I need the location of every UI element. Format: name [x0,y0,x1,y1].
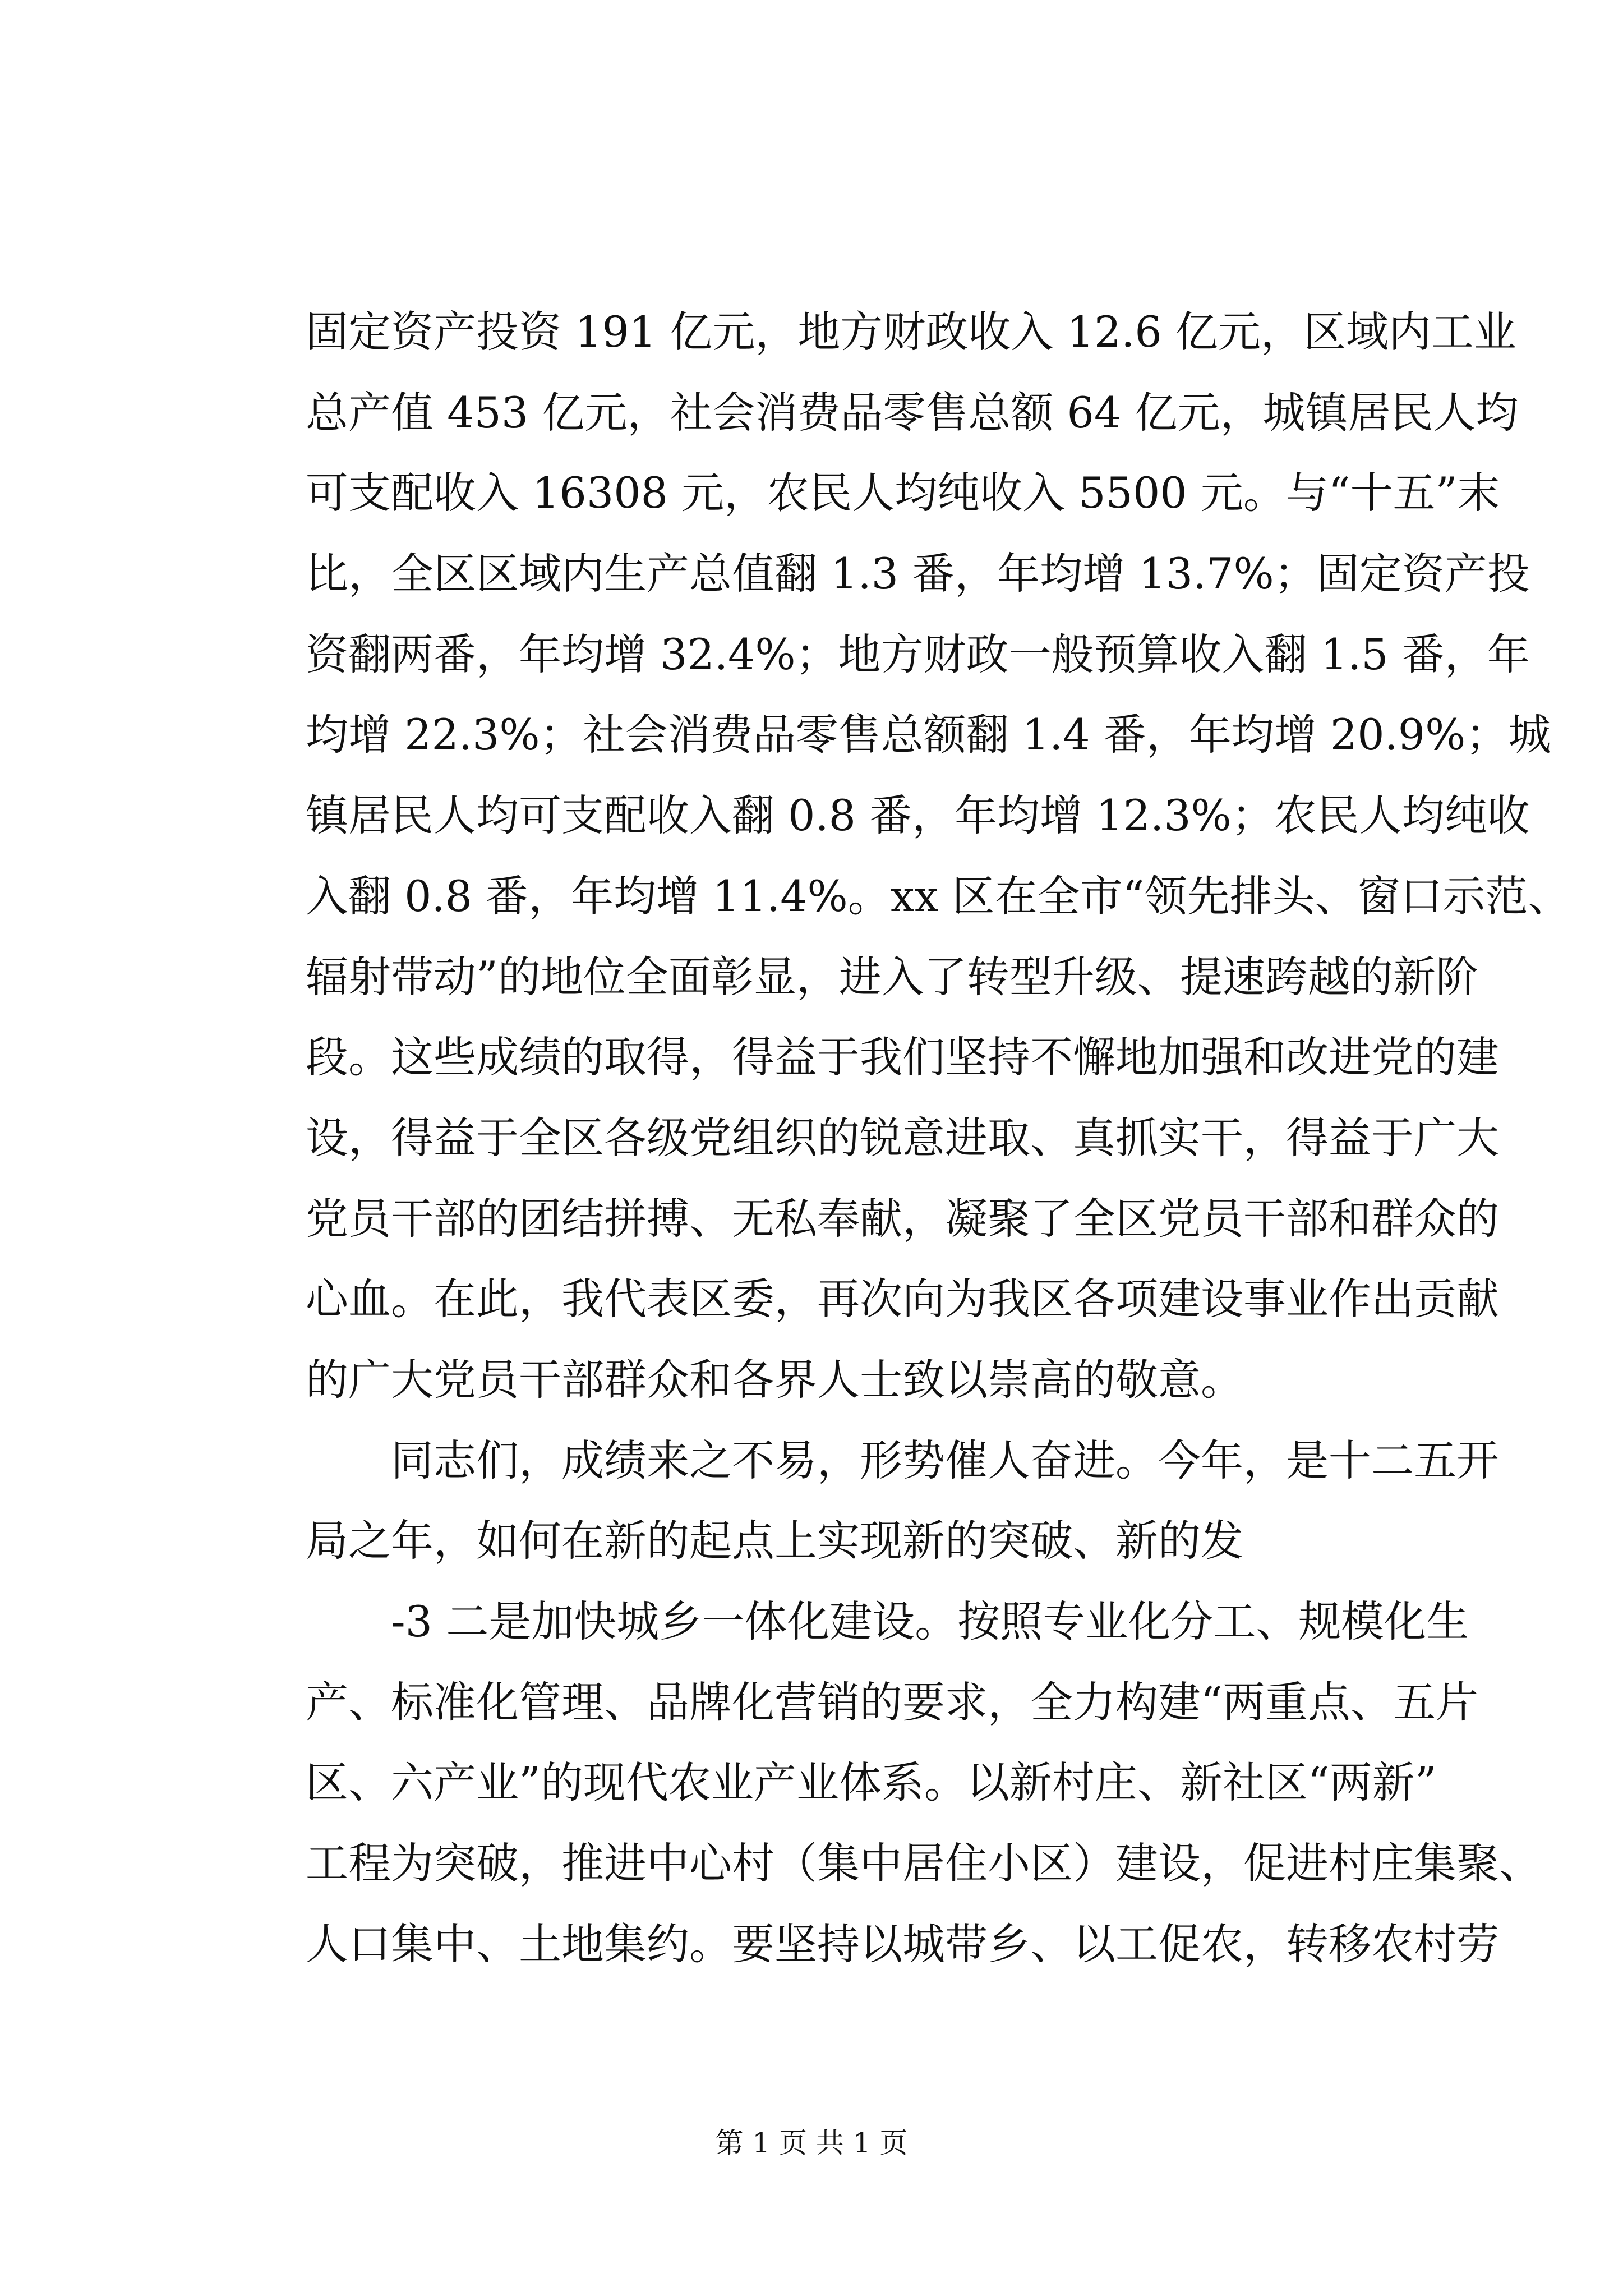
paragraph-comrades [306,1420,1499,1581]
text-line: 人口集中、土地集约。要坚持以城带乡、以工促农，转移农村劳 [306,1918,1499,1969]
text-line: 区、六产业”的现代农业产业体系。以新村庄、新社区“两新” [306,1757,1437,1808]
text-line: 总产值 453 亿元，社会消费品零售总额 64 亿元，城镇居民人均 [306,387,1519,438]
paragraph-urban-rural [306,1581,1542,1984]
text-line: 辐射带动”的地位全面彰显，进入了转型升级、提速跨越的新阶 [306,951,1478,1002]
text-line: 产、标准化管理、品牌化营销的要求，全力构建“两重点、五片 [306,1677,1478,1727]
text-line: -3 二是加快城乡一体化建设。按照专业化分工、规模化生 [391,1596,1469,1646]
text-line: 的广大党员干部群众和各界人士致以崇高的敬意。 [306,1354,1243,1405]
document-body [306,292,1571,1984]
text-line: 心血。在此，我代表区委，再次向为我区各项建设事业作出贡献 [306,1274,1499,1324]
text-line: 资翻两番，年均增 32.4%；地方财政一般预算收入翻 1.5 番，年 [306,629,1530,679]
text-line: 入翻 0.8 番，年均增 11.4%。xx 区在全市“领先排头、窗口示范、 [306,871,1571,921]
text-line: 局之年，如何在新的起点上实现新的突破、新的发 [306,1516,1243,1566]
text-line: 均增 22.3%；社会消费品零售总额翻 1.4 番，年均增 20.9%；城 [306,710,1551,760]
text-line: 段。这些成绩的取得，得益于我们坚持不懈地加强和改进党的建 [306,1032,1499,1083]
paragraph-achievements [306,292,1571,1420]
text-line: 工程为突破，推进中心村（集中居住小区）建设，促进村庄集聚、 [306,1838,1542,1889]
text-line: 固定资产投资 191 亿元，地方财政收入 12.6 亿元，区域内工业 [306,307,1516,357]
text-line: 同志们，成绩来之不易，形势催人奋进。今年，是十二五开 [391,1435,1499,1485]
text-line: 可支配收入 16308 元，农民人均纯收入 5500 元。与“十五”末 [306,468,1500,518]
page-footer: 第 1 页 共 1 页 [715,2127,908,2159]
text-line: 镇居民人均可支配收入翻 0.8 番，年均增 12.3%；农民人均纯收 [306,790,1530,841]
text-line: 比，全区区域内生产总值翻 1.3 番，年均增 13.7%；固定资产投 [306,549,1530,599]
text-line: 党员干部的团结拼搏、无私奉献，凝聚了全区党员干部和群众的 [306,1193,1499,1244]
text-line: 设，得益于全区各级党组织的锐意进取、真抓实干，得益于广大 [306,1112,1499,1163]
